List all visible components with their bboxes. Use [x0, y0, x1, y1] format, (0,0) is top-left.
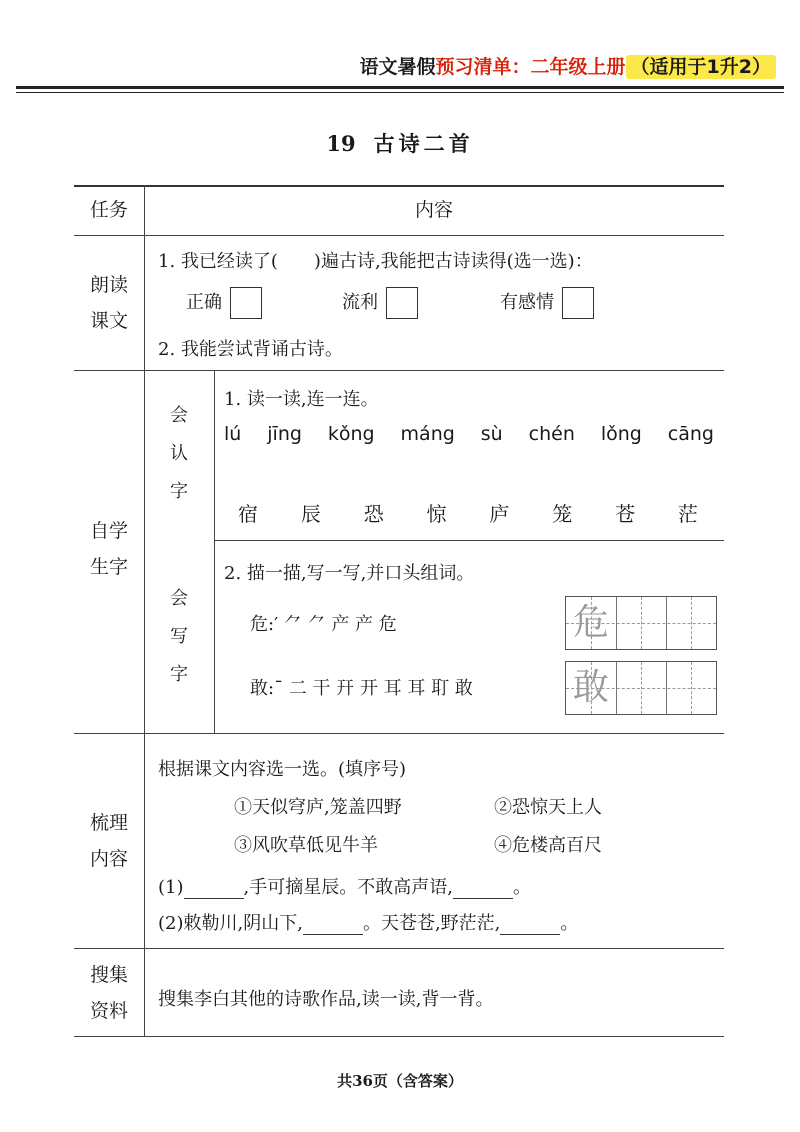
pinyin-item[interactable]: máng [400, 423, 455, 445]
hanzi-item[interactable]: 宿 [238, 502, 258, 526]
pinyin-item[interactable]: cāng [667, 423, 714, 445]
header-badge: （适用于1升2） [626, 55, 776, 79]
pinyin-row [224, 423, 714, 445]
self-study-label [74, 513, 144, 585]
hanzi-item[interactable]: 笼 [552, 502, 573, 526]
sort-option-3: ③风吹草低见牛羊 [234, 835, 378, 856]
option-checkbox[interactable] [230, 287, 262, 319]
option-correct [186, 287, 262, 319]
table-row-divider [74, 370, 724, 371]
trace-char: 危 [572, 602, 609, 643]
recognize-instruction: 1. 读一读,连一连。 [224, 389, 379, 410]
sort-question-2 [158, 909, 578, 935]
header-task: 任务 [89, 199, 128, 221]
sort-label [74, 805, 144, 877]
option-emotional [500, 287, 594, 319]
pinyin-item[interactable]: lǒng [600, 423, 642, 445]
self-study-label-line2: 生字 [89, 556, 128, 578]
header-rule-thin [16, 92, 784, 93]
collect-text: 搜集李白其他的诗歌作品,读一读,背一背。 [158, 989, 494, 1010]
table-row-divider [74, 733, 724, 734]
header-series: 语文暑假 [359, 56, 436, 78]
table-row-divider [74, 948, 724, 949]
header-rule-thick [16, 86, 784, 89]
hanzi-item[interactable]: 惊 [426, 502, 447, 526]
lesson-number: 19 [326, 131, 356, 156]
reading-label [74, 267, 144, 339]
answer-blank[interactable] [184, 882, 244, 899]
writing-grid-1[interactable] [565, 596, 717, 650]
table-top-border [74, 185, 724, 187]
reading-item-2: 2. 我能尝试背诵古诗。 [158, 339, 343, 360]
answer-blank[interactable] [500, 918, 560, 935]
pinyin-item[interactable]: chén [528, 423, 575, 445]
q1-middle: ,手可摘星辰。不敢高声语, [243, 877, 453, 898]
recognize-label [144, 397, 214, 511]
header-grade: 预习清单：二年级上册 [435, 56, 626, 78]
hanzi-item[interactable]: 庐 [489, 502, 510, 526]
collect-label-line1: 搜集 [89, 964, 128, 986]
char2-strokes: 敢:ˉ ⼆ 干 幵 开 耳 耳 耵 敢 [250, 678, 473, 699]
table-row-divider [74, 235, 724, 236]
sort-instruction: 根据课文内容选一选。(填序号) [158, 759, 407, 780]
pinyin-item[interactable]: sù [480, 423, 503, 445]
writing-grid-2[interactable] [565, 661, 717, 715]
hanzi-item[interactable]: 茫 [677, 502, 698, 526]
hanzi-item[interactable]: 辰 [300, 502, 321, 526]
header-content: 内容 [414, 199, 453, 221]
pinyin-item[interactable]: lú [224, 423, 242, 445]
sort-option-4: ④危楼高百尺 [494, 835, 602, 856]
sort-option-1: ①天似穹庐,笼盖四野 [234, 797, 402, 818]
hanzi-row [238, 498, 698, 527]
q1-end: 。 [512, 877, 531, 898]
lesson-name: 古诗二首 [373, 131, 474, 156]
trace-char: 敢 [572, 667, 609, 708]
option-checkbox[interactable] [562, 287, 594, 319]
sort-question-1 [158, 873, 531, 899]
pinyin-item[interactable]: jīng [267, 423, 302, 445]
recognize-label-char: 会 [170, 405, 188, 426]
reading-label-line2: 课文 [89, 310, 128, 332]
subsection-divider [214, 540, 724, 541]
reading-item-1: 1. 我已经读了( )遍古诗,我能把古诗读得(选一选)： [158, 251, 593, 272]
task-table [74, 185, 724, 1037]
char1-strokes: 危:′ ⺈ ⺈ 产 产 危 [250, 614, 397, 635]
answer-blank[interactable] [453, 882, 513, 899]
option-fluent [342, 287, 418, 319]
page-header [360, 52, 776, 79]
sort-label-line1: 梳理 [89, 812, 128, 834]
recognize-label-char: 字 [170, 481, 188, 502]
write-label [144, 580, 214, 694]
option-label: 有感情 [500, 292, 554, 313]
sort-option-2: ②恐惊天上人 [494, 797, 602, 818]
sort-label-line2: 内容 [89, 848, 128, 870]
collect-label-line2: 资料 [89, 1000, 128, 1022]
page-footer: 共36页（含答案） [337, 1072, 463, 1090]
collect-label [74, 957, 144, 1029]
self-study-label-line1: 自学 [89, 520, 128, 542]
write-label-char: 会 [170, 588, 188, 609]
hanzi-item[interactable]: 恐 [363, 502, 384, 526]
subcolumn-divider [214, 370, 215, 733]
lesson-title [0, 128, 800, 158]
table-bottom-border [74, 1036, 724, 1037]
reading-label-line1: 朗读 [89, 274, 128, 296]
write-instruction: 2. 描一描,写一写,并口头组词。 [224, 563, 475, 584]
answer-blank[interactable] [303, 918, 363, 935]
pinyin-item[interactable]: kǒng [327, 423, 375, 445]
option-label: 流利 [342, 292, 378, 313]
option-checkbox[interactable] [386, 287, 418, 319]
write-label-char: 字 [170, 664, 188, 685]
hanzi-item[interactable]: 苍 [615, 502, 636, 526]
q2-end: 。 [560, 913, 579, 934]
q2-middle: 。天苍苍,野茫茫, [362, 913, 501, 934]
option-label: 正确 [186, 292, 222, 313]
q1-prefix: (1) [158, 877, 184, 898]
recognize-label-char: 认 [170, 443, 188, 464]
write-label-char: 写 [170, 626, 188, 647]
q2-prefix: (2)敕勒川,阴山下, [158, 913, 303, 934]
